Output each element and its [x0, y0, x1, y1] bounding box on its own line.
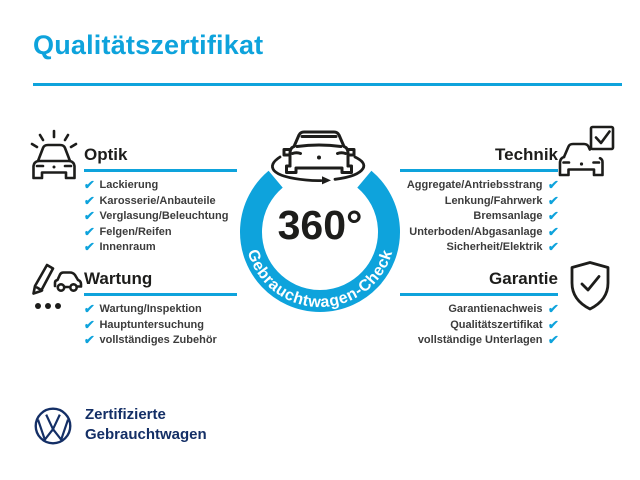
- check-icon: ✔: [83, 317, 96, 332]
- list-item: [445, 195, 558, 207]
- list-item-label: Hauptuntersuchung: [99, 318, 204, 331]
- degrees-label: 360°: [277, 202, 363, 248]
- shield-check-icon: [564, 258, 616, 318]
- heading-rule-garantie: [400, 293, 558, 296]
- list-item-label: Karosserie/Anbauteile: [99, 194, 216, 207]
- check-icon: ✔: [83, 178, 96, 192]
- section-heading-garantie: Garantie: [489, 269, 558, 288]
- check-icon: ✔: [83, 302, 96, 316]
- check-icon: ✔: [546, 178, 559, 192]
- list-item: [84, 195, 228, 207]
- list-item: [409, 226, 558, 238]
- shiny-car-icon: [25, 125, 83, 185]
- list-item: [84, 179, 228, 191]
- check-icon: ✔: [83, 333, 96, 347]
- section-heading-technik: Technik: [495, 145, 558, 164]
- check-icon: ✔: [546, 302, 559, 316]
- check-icon: ✔: [546, 317, 559, 332]
- list-item: [447, 241, 558, 253]
- list-item-label: Unterboden/Abgasanlage: [409, 225, 543, 238]
- check-icon: ✔: [83, 193, 96, 208]
- 360-check-badge: [220, 122, 420, 342]
- list-item-label: Bremsanlage: [473, 210, 543, 222]
- list-item-label: Lackierung: [99, 179, 159, 191]
- list-item-label: Qualitätszertifikat: [450, 318, 543, 331]
- check-icon: ✔: [546, 224, 559, 239]
- vw-logo: [33, 406, 73, 446]
- list-item: [84, 303, 217, 315]
- checklist-optik: [84, 179, 228, 253]
- list-item: [84, 226, 228, 238]
- list-item: [418, 334, 558, 346]
- list-item: [473, 210, 558, 222]
- check-icon: ✔: [546, 209, 559, 223]
- car-checklist-icon: [556, 124, 616, 184]
- heading-rule-wartung: [84, 293, 237, 296]
- page-title: Qualitätszertifikat: [33, 30, 264, 60]
- ring-label-text: Gebrauchtwagen-Check: [243, 247, 397, 312]
- list-item-label: Lenkung/Fahrwerk: [444, 194, 543, 207]
- check-icon: ✔: [546, 240, 559, 254]
- check-icon: ✔: [83, 224, 96, 239]
- list-item: [84, 210, 228, 222]
- list-item: [407, 179, 558, 191]
- list-item-label: Sicherheit/Elektrik: [446, 241, 543, 253]
- check-icon: ✔: [546, 193, 559, 208]
- title-divider: [33, 83, 622, 86]
- list-item-label: vollständiges Zubehör: [99, 334, 217, 346]
- section-heading-optik: Optik: [84, 145, 128, 164]
- list-item-label: Aggregate/Antriebsstrang: [406, 179, 543, 191]
- list-item: [450, 319, 558, 331]
- car-rotation-icon: [272, 132, 363, 184]
- list-item-label: Innenraum: [99, 241, 156, 253]
- section-heading-wartung: Wartung: [84, 269, 153, 288]
- check-icon: ✔: [83, 240, 96, 254]
- list-item: [448, 303, 558, 315]
- list-item-label: Wartung/Inspektion: [99, 303, 202, 315]
- checklist-wartung: [84, 303, 217, 346]
- list-item-label: Garantienachweis: [448, 303, 543, 315]
- footer-claim-line2: Gebrauchtwagen: [85, 425, 207, 443]
- heading-rule-technik: [400, 169, 558, 172]
- footer-claim: [85, 405, 207, 444]
- check-icon: ✔: [83, 209, 96, 223]
- heading-rule-optik: [84, 169, 237, 172]
- list-item: [84, 319, 217, 331]
- footer-claim-line1: Zertifizierte: [85, 406, 166, 423]
- list-item-label: Verglasung/Beleuchtung: [99, 210, 229, 222]
- list-item-label: vollständige Unterlagen: [417, 334, 543, 346]
- list-item: [84, 241, 228, 253]
- pencil-car-icon: [25, 259, 83, 319]
- list-item: [84, 334, 217, 346]
- list-item-label: Felgen/Reifen: [99, 225, 172, 238]
- check-icon: ✔: [546, 333, 559, 347]
